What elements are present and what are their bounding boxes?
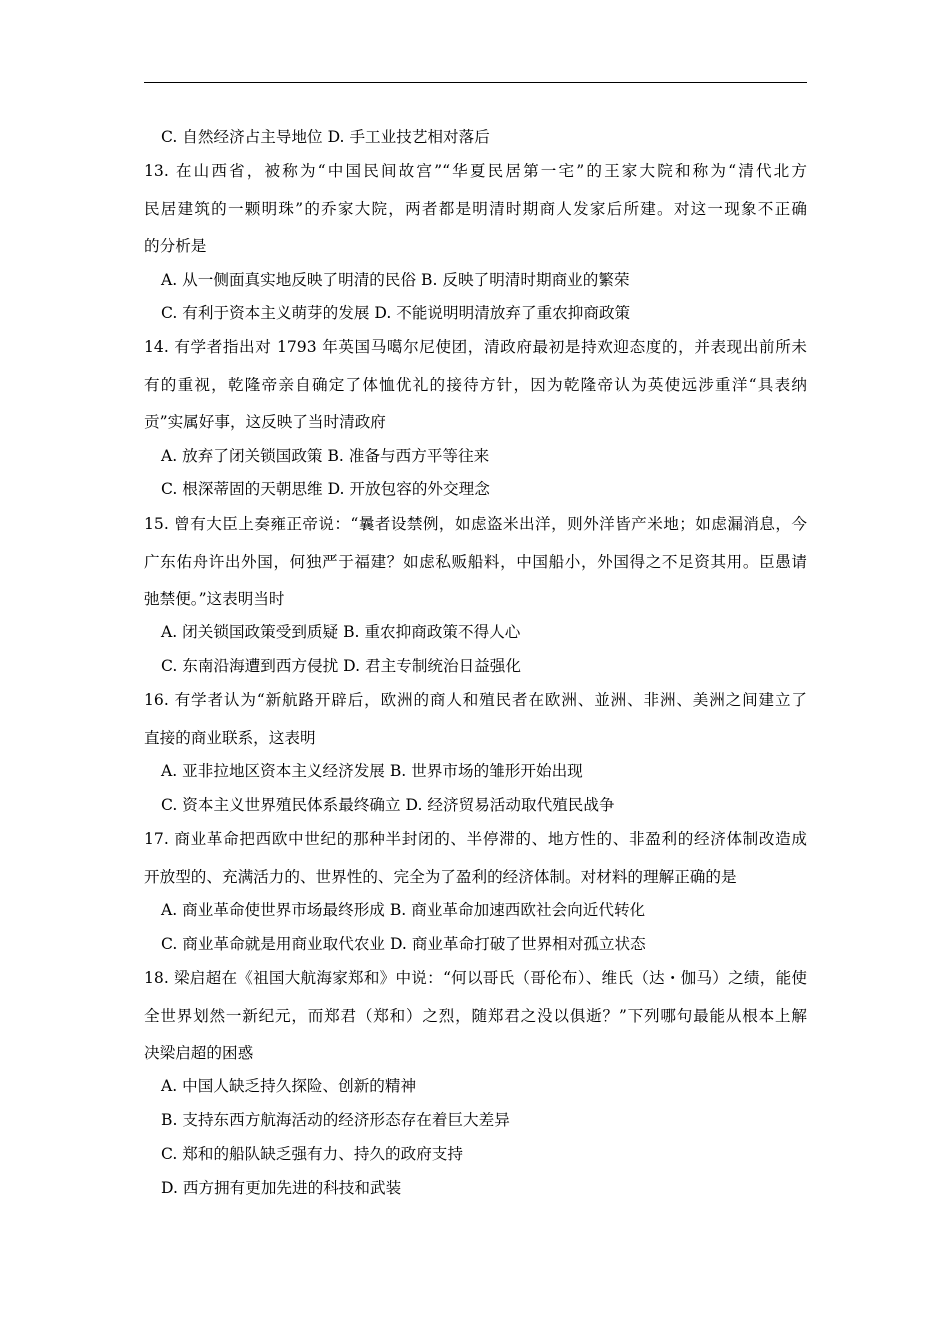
q16-stem-line-2: 直接的商业联系，这表明 — [144, 729, 316, 747]
q18-option-b: B. 支持东西方航海活动的经济形态存在着巨大差异 — [161, 1111, 510, 1129]
header-rule — [144, 82, 807, 83]
q18-stem-line-3: 决梁启超的困惑 — [144, 1044, 254, 1062]
q18-stem-line-2: 全世界划然一新纪元，而郑君（郑和）之烈，随郑君之没以俱逝？”下列哪句最能从根本上解 — [144, 1007, 807, 1025]
q15-stem-line-1: 15. 曾有大臣上奏雍正帝说：“曩者设禁例，如虑盗米出洋，则外洋皆产米地；如虑漏消息，今 — [144, 515, 807, 533]
q12-options-cd: C. 自然经济占主导地位 D. 手工业技艺相对落后 — [161, 128, 490, 146]
q13-stem-line-1: 13. 在山西省，被称为“中国民间故宫”“华夏民居第一宅”的王家大院和称为“清代北方 — [144, 162, 807, 180]
q14-options-cd: C. 根深蒂固的天朝思维 D. 开放包容的外交理念 — [161, 480, 490, 498]
q15-options-ab: A. 闭关锁国政策受到质疑 B. 重农抑商政策不得人心 — [161, 623, 521, 641]
q16-stem-line-1: 16. 有学者认为“新航路开辟后，欧洲的商人和殖民者在欧洲、並洲、非洲、美洲之间建立了 — [144, 691, 807, 709]
q14-options-ab: A. 放弃了闭关锁国政策 B. 准备与西方平等往来 — [161, 447, 490, 465]
q18-option-d: D. 西方拥有更加先进的科技和武装 — [161, 1179, 402, 1197]
q14-stem-line-3: 贡”实属好事，这反映了当时清政府 — [144, 413, 386, 431]
q18-stem-line-1: 18. 梁启超在《祖国大航海家郑和》中说：“何以哥氏（哥伦布）、维氏（达・伽马）之绩，能使 — [144, 969, 807, 987]
q18-option-c: C. 郑和的船队缺乏强有力、持久的政府支持 — [161, 1145, 463, 1163]
q16-options-cd: C. 资本主义世界殖民体系最终确立 D. 经济贸易活动取代殖民战争 — [161, 796, 615, 814]
q17-options-ab: A. 商业革命使世界市场最终形成 B. 商业革命加速西欧社会向近代转化 — [161, 901, 646, 919]
q14-stem-line-1: 14. 有学者指出对 1793 年英国马噶尔尼使团，清政府最初是持欢迎态度的，并表现出前所未 — [144, 338, 807, 356]
q17-stem-line-1: 17. 商业革命把西欧中世纪的那种半封闭的、半停滞的、地方性的、非盈利的经济体制改造成 — [144, 830, 807, 848]
q13-stem-line-2: 民居建筑的一颗明珠”的乔家大院，两者都是明清时期商人发家后所建。对这一现象不正确 — [144, 200, 807, 218]
q15-options-cd: C. 东南沿海遭到西方侵扰 D. 君主专制统治日益强化 — [161, 657, 521, 675]
q15-stem-line-3: 弛禁便。”这表明当时 — [144, 590, 285, 608]
q13-options-ab: A. 从一侧面真实地反映了明清的民俗 B. 反映了明清时期商业的繁荣 — [161, 271, 630, 289]
q17-options-cd: C. 商业革命就是用商业取代农业 D. 商业革命打破了世界相对孤立状态 — [161, 935, 646, 953]
q16-options-ab: A. 亚非拉地区资本主义经济发展 B. 世界市场的雏形开始出现 — [161, 762, 583, 780]
q13-stem-line-3: 的分析是 — [144, 237, 207, 255]
q14-stem-line-2: 有的重视，乾隆帝亲自确定了体恤优礼的接待方针，因为乾隆帝认为英使远涉重洋“具表纳 — [144, 376, 807, 394]
q17-stem-line-2: 开放型的、充满活力的、世界性的、完全为了盈利的经济体制。对材料的理解正确的是 — [144, 868, 737, 886]
q18-option-a: A. 中国人缺乏持久探险、创新的精神 — [161, 1077, 417, 1095]
q13-options-cd: C. 有利于资本主义萌芽的发展 D. 不能说明明清放弃了重农抑商政策 — [161, 304, 631, 322]
q15-stem-line-2: 广东佑舟许出外国，何独严于福建？如虑私贩船料，中国船小，外国得之不足资其用。臣愚请 — [144, 553, 807, 571]
